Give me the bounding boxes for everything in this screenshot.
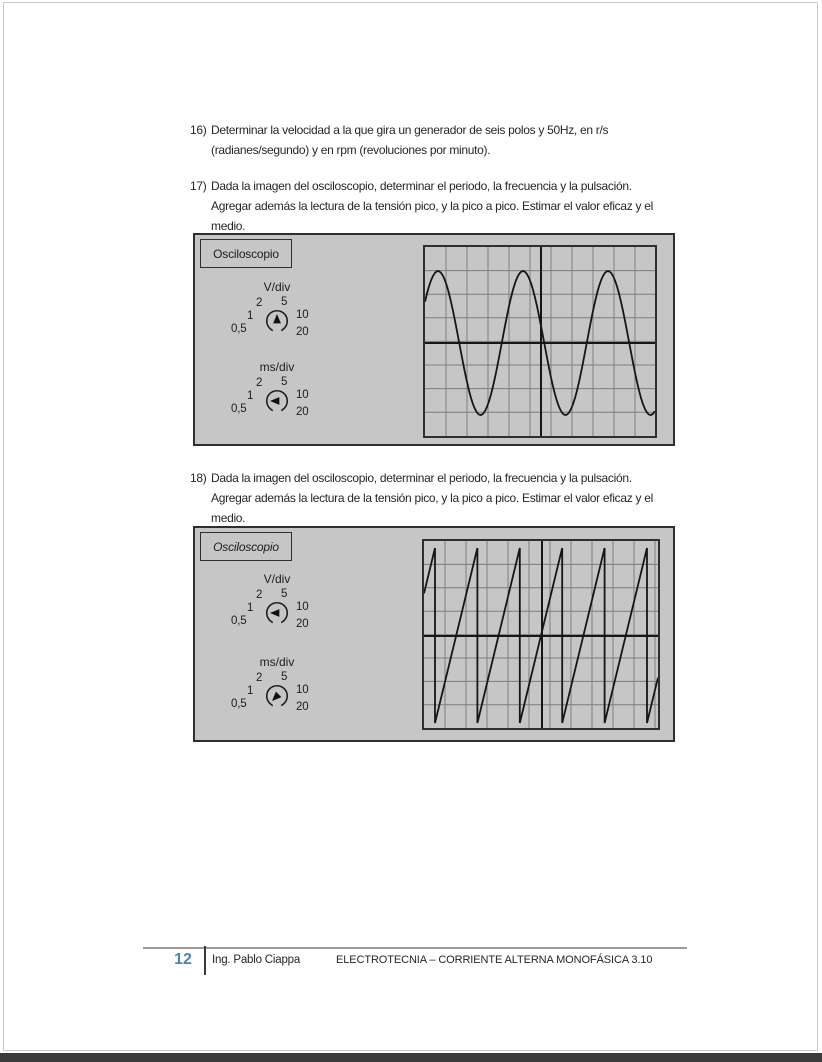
exercise-18 bbox=[190, 468, 653, 528]
knob-option: 1 bbox=[247, 685, 254, 697]
item-text bbox=[211, 176, 653, 236]
oscilloscope-panel-2 bbox=[193, 526, 675, 742]
oscilloscope-title-box: Osciloscopio bbox=[200, 532, 292, 561]
knob-option: 0,5 bbox=[231, 615, 247, 627]
knob-option: 1 bbox=[247, 310, 254, 322]
vdiv-knob-group bbox=[227, 572, 343, 642]
knob-option: 0,5 bbox=[231, 698, 247, 710]
footer-rule bbox=[143, 947, 687, 949]
knob-option: 1 bbox=[247, 390, 254, 402]
knob-option: 0,5 bbox=[231, 403, 247, 415]
knob-option: 20 bbox=[296, 406, 309, 418]
vdiv-label: V/div bbox=[263, 280, 291, 294]
text-line: Agregar además la lectura de la tensión pico, y la pico a pico. Estimar el valor eficaz y el bbox=[211, 491, 653, 505]
text-line: medio. bbox=[211, 219, 246, 233]
msdiv-knob-icon bbox=[263, 387, 291, 415]
item-text bbox=[211, 120, 608, 160]
knob-option: 5 bbox=[281, 296, 288, 308]
text-line: Dada la imagen del osciloscopio, determinar el periodo, la frecuencia y la pulsación. bbox=[211, 179, 632, 193]
footer-author: Ing. Pablo Ciappa bbox=[212, 954, 301, 966]
scope-screen-sawtooth bbox=[422, 539, 660, 730]
knob-option: 10 bbox=[296, 389, 309, 401]
knob-option: 1 bbox=[247, 602, 254, 614]
exercise-17 bbox=[190, 176, 653, 236]
knob-option: 20 bbox=[296, 618, 309, 630]
text-line: (radianes/segundo) y en rpm (revoluciones por minuto). bbox=[211, 143, 491, 157]
window-bottom-edge bbox=[0, 1053, 822, 1062]
knob-option: 2 bbox=[256, 672, 263, 684]
msdiv-label: ms/div bbox=[259, 655, 295, 669]
oscilloscope-panel-1 bbox=[193, 233, 675, 446]
scope-screen-sine bbox=[423, 245, 657, 438]
footer-course-title: ELECTROTECNIA – CORRIENTE ALTERNA MONOFÁSICA 3.10 bbox=[336, 954, 653, 966]
item-number: 16) bbox=[190, 123, 207, 137]
knob-option: 5 bbox=[281, 376, 288, 388]
item-number: 17) bbox=[190, 179, 207, 193]
knob-option: 10 bbox=[296, 684, 309, 696]
vdiv-knob-group bbox=[227, 280, 343, 350]
footer-divider bbox=[204, 946, 206, 975]
exercise-16 bbox=[190, 120, 608, 160]
knob-option: 10 bbox=[296, 601, 309, 613]
msdiv-knob-group bbox=[227, 655, 343, 725]
knob-option: 10 bbox=[296, 309, 309, 321]
knob-option: 2 bbox=[256, 297, 263, 309]
knob-option: 2 bbox=[256, 377, 263, 389]
knob-option: 5 bbox=[281, 671, 288, 683]
text-line: Determinar la velocidad a la que gira un generador de seis polos y 50Hz, en r/s bbox=[211, 123, 609, 137]
vdiv-knob-icon bbox=[263, 307, 291, 335]
knob-option: 0,5 bbox=[231, 323, 247, 335]
page-number: 12 bbox=[174, 951, 192, 968]
oscilloscope-title-box: Osciloscopio bbox=[200, 239, 292, 268]
knob-option: 5 bbox=[281, 588, 288, 600]
msdiv-knob-group bbox=[227, 360, 343, 430]
text-line: Dada la imagen del osciloscopio, determinar el periodo, la frecuencia y la pulsación. bbox=[211, 471, 632, 485]
text-line: medio. bbox=[211, 511, 246, 525]
text-line: Agregar además la lectura de la tensión pico, y la pico a pico. Estimar el valor eficaz y el bbox=[211, 199, 653, 213]
msdiv-knob-icon bbox=[263, 682, 291, 710]
knob-option: 20 bbox=[296, 701, 309, 713]
item-text bbox=[211, 468, 653, 528]
knob-option: 20 bbox=[296, 326, 309, 338]
vdiv-label: V/div bbox=[263, 572, 291, 586]
vdiv-knob-icon bbox=[263, 599, 291, 627]
msdiv-label: ms/div bbox=[259, 360, 295, 374]
knob-option: 2 bbox=[256, 589, 263, 601]
item-number: 18) bbox=[190, 471, 207, 485]
